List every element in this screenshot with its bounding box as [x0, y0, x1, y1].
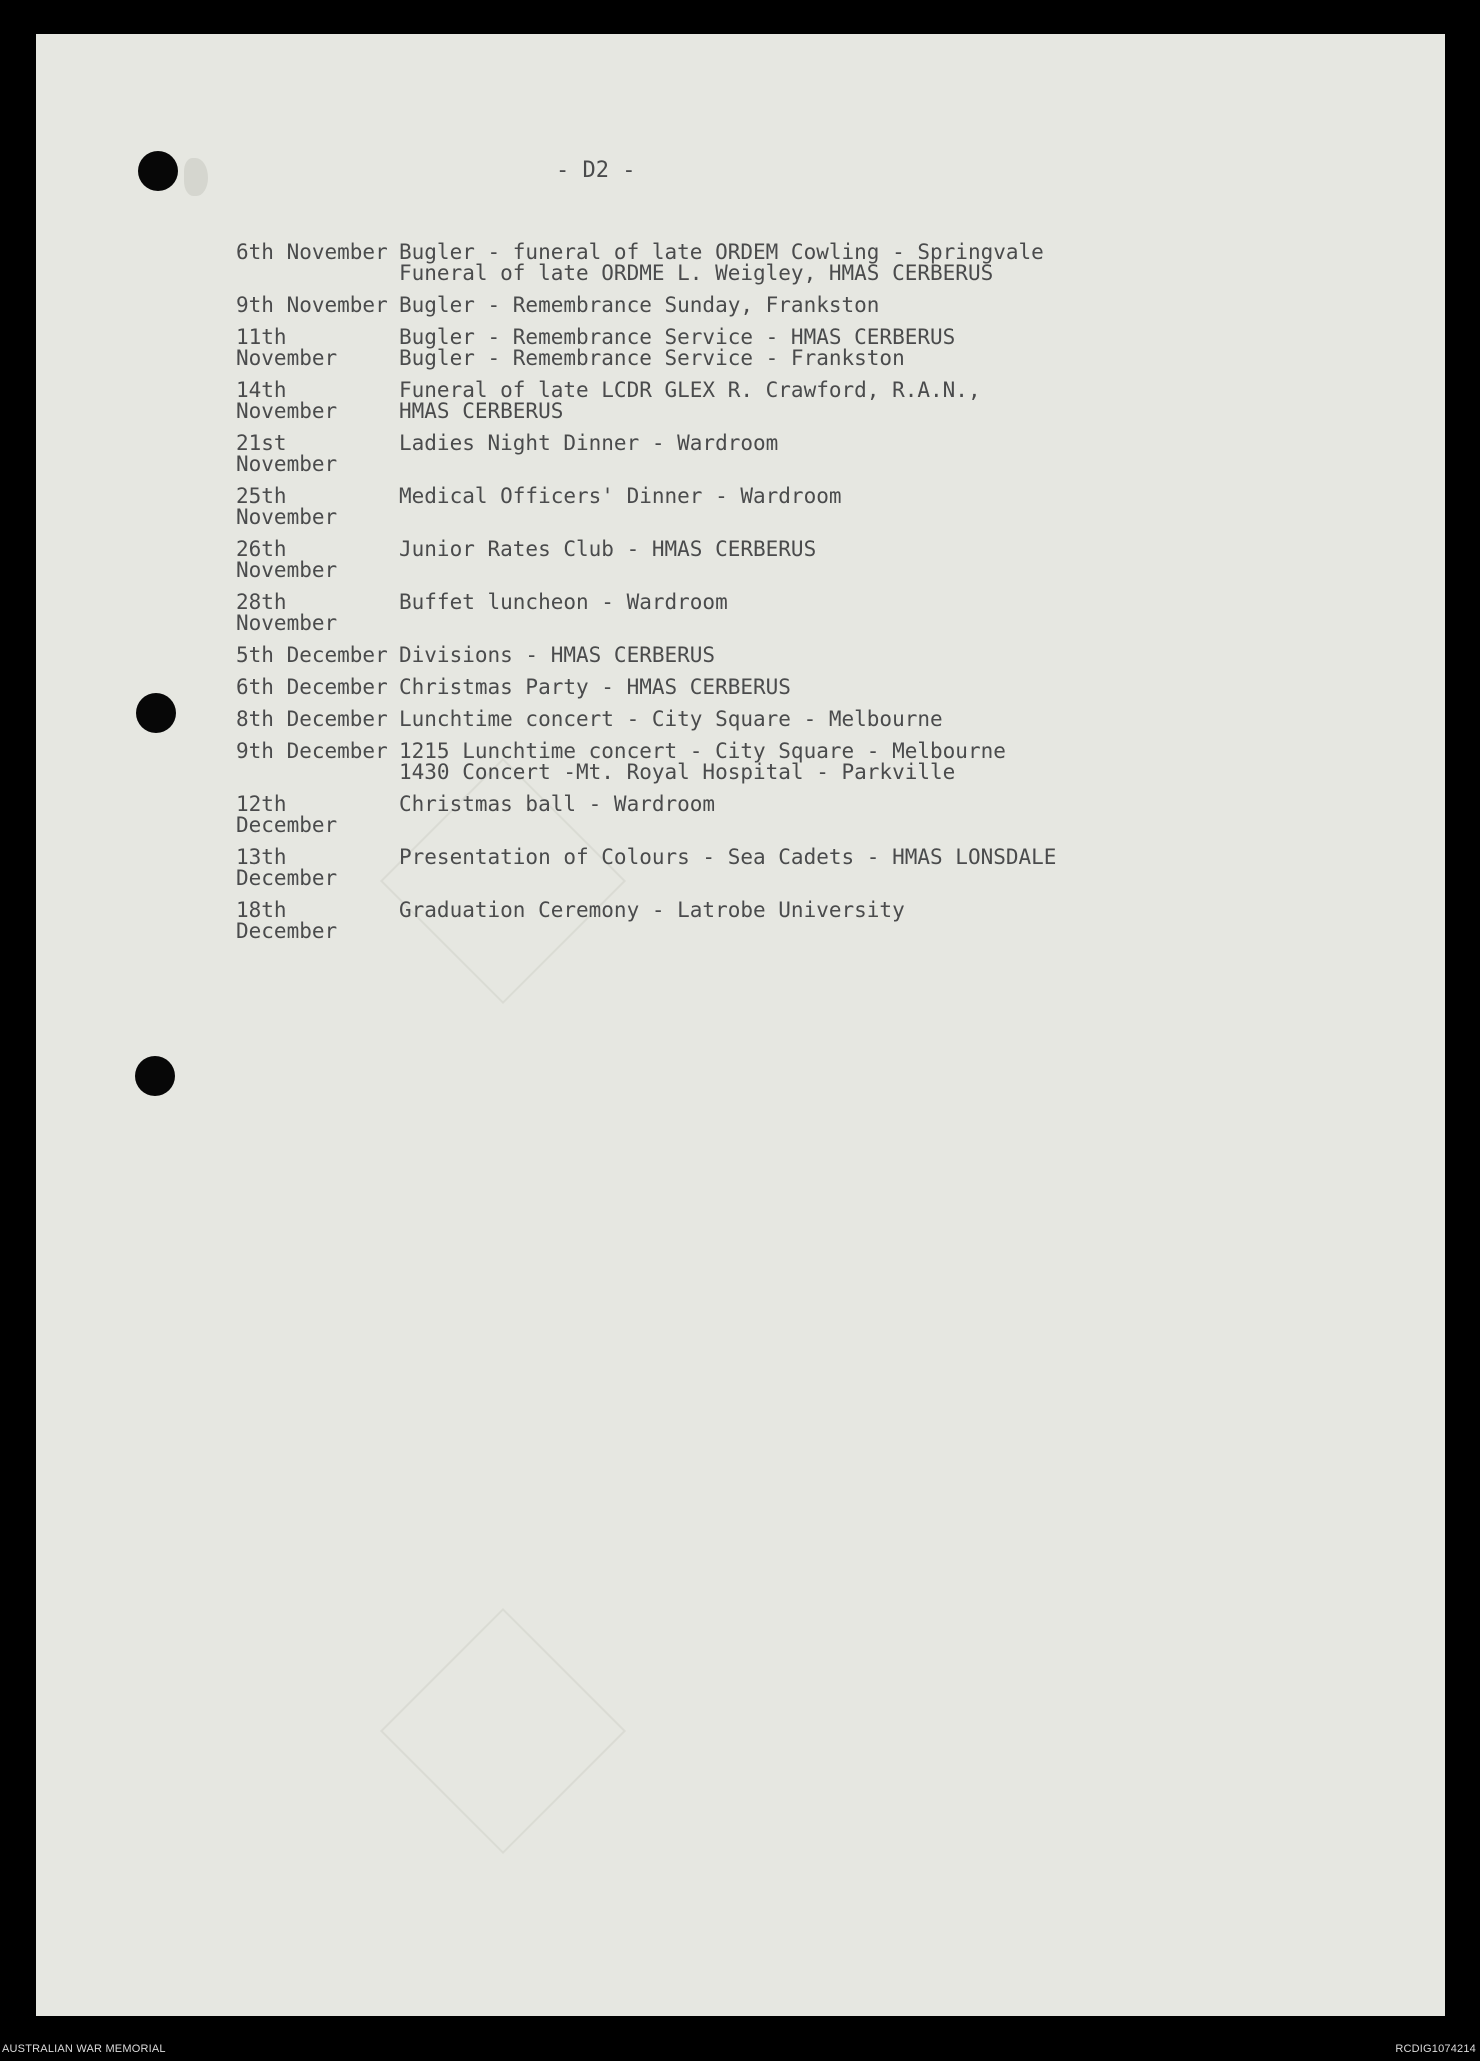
event-date: 11th November: [236, 325, 338, 370]
event-list: [36, 242, 1445, 953]
event-entry: [36, 645, 1445, 666]
event-description-line: HMAS CERBERUS: [399, 399, 564, 423]
event-entry: [36, 677, 1445, 698]
event-description: [399, 900, 905, 942]
event-date: 21st November: [236, 431, 338, 476]
event-description-line: Junior Rates Club - HMAS CERBERUS: [399, 537, 817, 561]
event-date: 5th December: [236, 643, 388, 667]
footer-source: AUSTRALIAN WAR MEMORIAL: [2, 2043, 166, 2055]
event-description-line: Graduation Ceremony - Latrobe University: [399, 898, 905, 922]
event-entry: [36, 327, 1445, 369]
event-description-line: Divisions - HMAS CERBERUS: [399, 643, 716, 667]
event-entry: [36, 380, 1445, 422]
document-page: [36, 34, 1445, 2016]
event-entry: [36, 847, 1445, 889]
event-entry: [36, 709, 1445, 730]
page-number: - D2 -: [556, 158, 636, 183]
event-date: 9th December: [236, 739, 388, 763]
event-description: [399, 380, 981, 422]
event-description-line: Bugler - Remembrance Sunday, Frankston: [399, 293, 880, 317]
event-description-line: Bugler - funeral of late ORDEM Cowling - Springvale: [399, 240, 1044, 264]
event-date: 12th December: [236, 792, 338, 837]
event-date: 6th December: [236, 675, 388, 699]
event-entry: [36, 433, 1445, 475]
event-description: [399, 486, 842, 528]
event-description: [399, 592, 728, 634]
event-description: [399, 295, 879, 316]
event-description-line: Christmas Party - HMAS CERBERUS: [399, 675, 791, 699]
event-entry: [36, 741, 1445, 783]
event-entry: [36, 592, 1445, 634]
event-entry: [36, 295, 1445, 316]
event-date: 25th November: [236, 484, 338, 529]
event-date: 26th November: [236, 537, 338, 582]
event-entry: [36, 486, 1445, 528]
event-description: [399, 539, 816, 581]
event-date: 13th December: [236, 845, 338, 890]
event-date: 28th November: [236, 590, 338, 635]
event-description-line: Christmas ball - Wardroom: [399, 792, 716, 816]
event-description: [399, 645, 715, 666]
event-date: 18th December: [236, 898, 338, 943]
event-description: [399, 433, 778, 475]
event-entry: [36, 900, 1445, 942]
event-description-line: 1215 Lunchtime concert - City Square - Melbourne: [399, 739, 1006, 763]
event-description-line: Buffet luncheon - Wardroom: [399, 590, 728, 614]
event-description-line: Lunchtime concert - City Square - Melbourne: [399, 707, 943, 731]
event-description: [399, 741, 1006, 783]
punch-hole: [135, 1056, 175, 1096]
event-description-line: Ladies Night Dinner - Wardroom: [399, 431, 779, 455]
event-description-line: Bugler - Remembrance Service - Frankston: [399, 346, 905, 370]
punch-hole: [138, 151, 178, 191]
event-entry: [36, 242, 1445, 284]
event-date: 14th November: [236, 378, 338, 423]
event-entry: [36, 539, 1445, 581]
event-date: 6th November: [236, 240, 388, 264]
event-description-line: Medical Officers' Dinner - Wardroom: [399, 484, 842, 508]
event-description-line: 1430 Concert -Mt. Royal Hospital - Parkville: [399, 760, 956, 784]
event-description-line: Bugler - Remembrance Service - HMAS CERBERUS: [399, 325, 956, 349]
event-description: [399, 327, 955, 369]
event-description: [399, 847, 1056, 889]
event-description: [399, 242, 1044, 284]
event-description-line: Funeral of late LCDR GLEX R. Crawford, R.A.N.,: [399, 378, 981, 402]
event-description: [399, 677, 791, 698]
event-entry: [36, 794, 1445, 836]
event-description-line: Funeral of late ORDME L. Weigley, HMAS CERBERUS: [399, 261, 994, 285]
event-description-line: Presentation of Colours - Sea Cadets - HMAS LONSDALE: [399, 845, 1057, 869]
embossed-watermark: [380, 1608, 626, 1854]
event-date: 9th November: [236, 293, 388, 317]
event-description: [399, 794, 715, 836]
footer-id: RCDIG1074214: [1395, 2043, 1476, 2055]
paper-tear: [184, 158, 208, 196]
event-date: 8th December: [236, 707, 388, 731]
event-description: [399, 709, 943, 730]
